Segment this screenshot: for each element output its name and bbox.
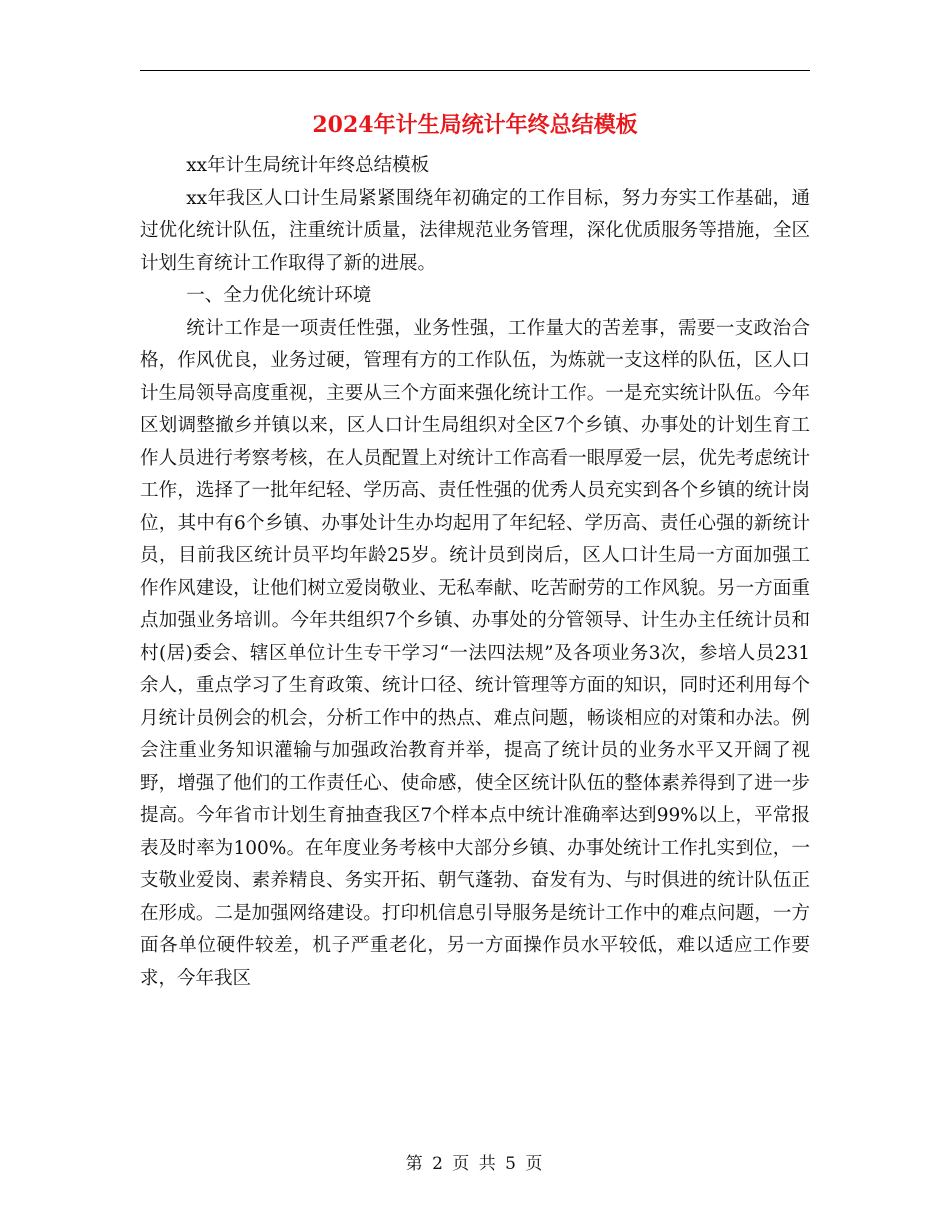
document-title: 2024年计生局统计年终总结模板 [312,112,638,138]
body-paragraph: 统计工作是一项责任性强，业务性强，工作量大的苦差事，需要一支政治合格，作风优良，业务过硬，管理有方的工作队伍，为炼就一支这样的队伍，区人口计生局领导高度重视，主要从三个方面来强化统计工作。一是充实统计队伍。今年区划调整撤乡并镇以来，区人口计生局组织对全区7个乡镇、办事处的计划生育工作人员进行考察考核，在人员配置上对统计工作高看一眼厚爱一层，优先考虑统计工作，选择了一批年纪轻、学历高、责任性强的优秀人员充实到各个乡镇的统计岗位，其中有6个乡镇、办事处计生办均起用了年纪轻、学历高、责任心强的新统计员，目前我区统计员平均年龄25岁。统计员到岗后，区人口计生局一方面加强工作作风建设，让他们树立爱岗敬业、无私奉献、吃苦耐劳的工作风貌。另一方面重点加强业务培训。今年共组织7个乡镇、办事处的分管领导、计生办主任统计员和村(居)委会、辖区单位计生专干学习“一法四法规”及各项业务3次，参培人员231余人，重点学习了生育政策、统计口径、统计管理等方面的知识，同时还利用每个月统计员例会的机会，分析工作中的热点、难点问题，畅谈相应的对策和办法。例会注重业务知识灌输与加强政治教育并举，提高了统计员的业务水平又开阔了视野，增强了他们的工作责任心、使命感，使全区统计队伍的整体素养得到了进一步提高。今年省市计划生育抽查我区7个样本点中统计准确率达到99%以上，平常报表及时率为100%。在年度业务考核中大部分乡镇、办事处统计工作扎实到位，一支敬业爱岗、素养精良、务实开拓、朝气蓬勃、奋发有为、与时俱进的统计队伍正在形成。二是加强网络建设。打印机信息引导服务是统计工作中的难点问题，一方面各单位硬件较差，机子严重老化，另一方面操作员水平较低，难以适应工作要求，今年我区 [140,317,810,989]
section-heading: 一、全力优化统计环境 [186,285,372,306]
intro-paragraph: xx年我区人口计生局紧紧围绕年初确定的工作目标，努力夯实工作基础，通过优化统计队伍，注重统计质量，法律规范业务管理，深化优质服务等措施，全区计划生育统计工作取得了新的进展。 [140,187,810,274]
page-number: 第 2 页 共 5 页 [405,1154,545,1174]
subtitle-paragraph: xx年计生局统计年终总结模板 [186,155,430,176]
header-rule [140,70,810,71]
document-body [140,150,810,995]
